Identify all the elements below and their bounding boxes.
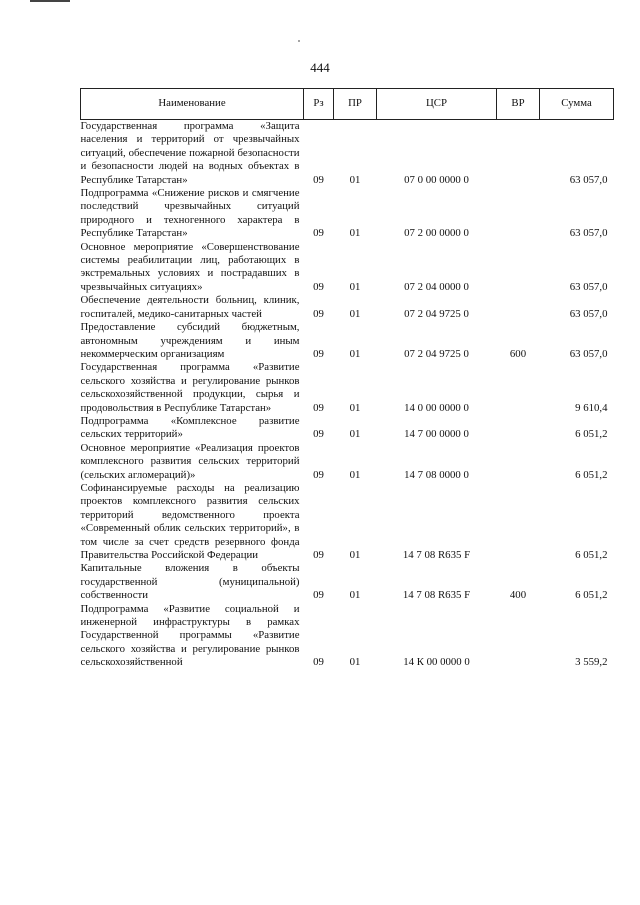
row-name: Софинансируемые расходы на реализацию проектов комплексного развития сельских территорий ведомственного проекта «Современный облик сельских территорий», в том числе за счет средств резервного фонда Правительства Российской Федерации (80, 481, 300, 561)
row-vr (497, 187, 540, 241)
row-csr: 14 К 00 0000 0 (403, 656, 470, 669)
row-sum: 6 051,2 (575, 549, 608, 561)
row-vr (497, 442, 540, 482)
header-csr: ЦСР (377, 89, 497, 120)
row-name: Подпрограмма «Снижение рисков и смягчение последствий чрезвычайных ситуаций природного и техногенного характера в Республике Татарстан» (80, 187, 300, 240)
row-csr: 07 2 04 9725 0 (404, 347, 469, 360)
row-rz: 09 (313, 428, 324, 441)
row-pr: 01 (349, 549, 361, 561)
row-pr: 01 (349, 589, 361, 602)
row-sum: 63 057,0 (569, 307, 608, 320)
row-rz: 09 (313, 307, 324, 320)
row-rz: 09 (313, 347, 324, 360)
row-pr: 01 (349, 280, 361, 293)
table-row (81, 603, 614, 670)
row-csr: 07 2 04 9725 0 (404, 307, 469, 320)
row-name: Обеспечение деятельности больниц, клиник, госпиталей, медико-санитарных частей (80, 294, 300, 320)
row-rz: 09 (313, 589, 324, 602)
scan-dot (298, 40, 300, 42)
row-pr: 01 (349, 656, 361, 669)
row-name: Государственная программа «Развитие сельского хозяйства и регулирование рынков сельскохозяйственной продукции, сырья и продовольствия в Республике Татарстан» (80, 361, 300, 414)
row-sum: 63 057,0 (569, 227, 608, 240)
header-name: Наименование (81, 89, 304, 120)
header-sum: Сумма (540, 89, 614, 120)
row-sum: 63 057,0 (569, 280, 608, 293)
row-vr (497, 603, 540, 670)
row-vr (497, 415, 540, 442)
row-vr (497, 120, 540, 188)
row-name: Основное мероприятие «Реализация проектов комплексного развития сельских территорий (сельских агломераций)» (80, 441, 300, 481)
table-row (81, 321, 614, 361)
row-sum: 63 057,0 (569, 173, 608, 186)
header-vr: ВР (497, 89, 540, 120)
table-row (81, 361, 614, 415)
row-pr: 01 (349, 307, 361, 320)
row-name: Государственная программа «Защита населения и территорий от чрезвычайных ситуаций, обеспечение пожарной безопасности и безопасности людей на водных объектах в Республике Татарстан» (80, 120, 300, 186)
top-edge-line (30, 0, 70, 2)
row-csr: 14 7 00 0000 0 (404, 428, 469, 441)
table-row (81, 442, 614, 482)
table-row (81, 482, 614, 562)
row-rz: 09 (313, 656, 324, 669)
row-rz: 09 (313, 401, 324, 414)
row-csr: 14 0 00 0000 0 (404, 401, 469, 414)
row-vr: 400 (509, 589, 527, 602)
row-name: Подпрограмма «Комплексное развитие сельских территорий» (80, 414, 300, 441)
table-header-row (81, 89, 614, 120)
row-csr: 07 2 00 0000 0 (404, 227, 469, 240)
row-csr: 14 7 08 R635 F (402, 549, 471, 561)
row-sum: 63 057,0 (569, 347, 608, 360)
row-sum: 3 559,2 (575, 656, 608, 669)
table-row (81, 187, 614, 241)
row-name: Капитальные вложения в объекты государственной (муниципальной) собственности (80, 562, 300, 602)
budget-table (80, 88, 614, 670)
row-vr: 600 (509, 347, 527, 360)
page-number: 444 (310, 60, 330, 75)
row-sum: 6 051,2 (575, 428, 608, 441)
table-row (81, 294, 614, 321)
row-name: Предоставление субсидий бюджетным, автономным учреждениям и иным некоммерческим организациям (80, 321, 300, 360)
table-row (81, 415, 614, 442)
header-pr: ПР (334, 89, 377, 120)
row-rz: 09 (313, 549, 324, 561)
header-rz: Рз (304, 89, 334, 120)
row-vr (497, 294, 540, 321)
row-pr: 01 (349, 401, 361, 414)
row-sum: 6 051,2 (575, 589, 608, 602)
row-vr (497, 361, 540, 415)
row-name: Основное мероприятие «Совершенствование системы реабилитации лиц, работающих в экстремальных условиях и пострадавших в чрезвычайных ситуациях» (80, 240, 300, 293)
row-pr: 01 (349, 347, 361, 360)
row-name: Подпрограмма «Развитие социальной и инженерной инфраструктуры в рамках Государственной программы «Развитие сельского хозяйства и регулирование рынков сельскохозяйственной (80, 602, 300, 669)
row-csr: 14 7 08 0000 0 (404, 468, 469, 481)
table-row (81, 120, 614, 188)
row-csr: 14 7 08 R635 F (402, 589, 471, 602)
row-pr: 01 (349, 173, 361, 186)
row-rz: 09 (313, 173, 324, 186)
row-sum: 9 610,4 (575, 401, 608, 414)
row-pr: 01 (349, 468, 361, 481)
row-rz: 09 (313, 227, 324, 240)
row-pr: 01 (349, 428, 361, 441)
row-rz: 09 (313, 468, 324, 481)
row-sum: 6 051,2 (575, 468, 608, 481)
row-pr: 01 (349, 227, 361, 240)
table-row (81, 562, 614, 602)
row-csr: 07 0 00 0000 0 (404, 173, 469, 186)
table-row (81, 241, 614, 295)
row-csr: 07 2 04 0000 0 (404, 280, 469, 293)
row-vr (497, 482, 540, 562)
row-vr (497, 241, 540, 295)
row-rz: 09 (313, 280, 324, 293)
